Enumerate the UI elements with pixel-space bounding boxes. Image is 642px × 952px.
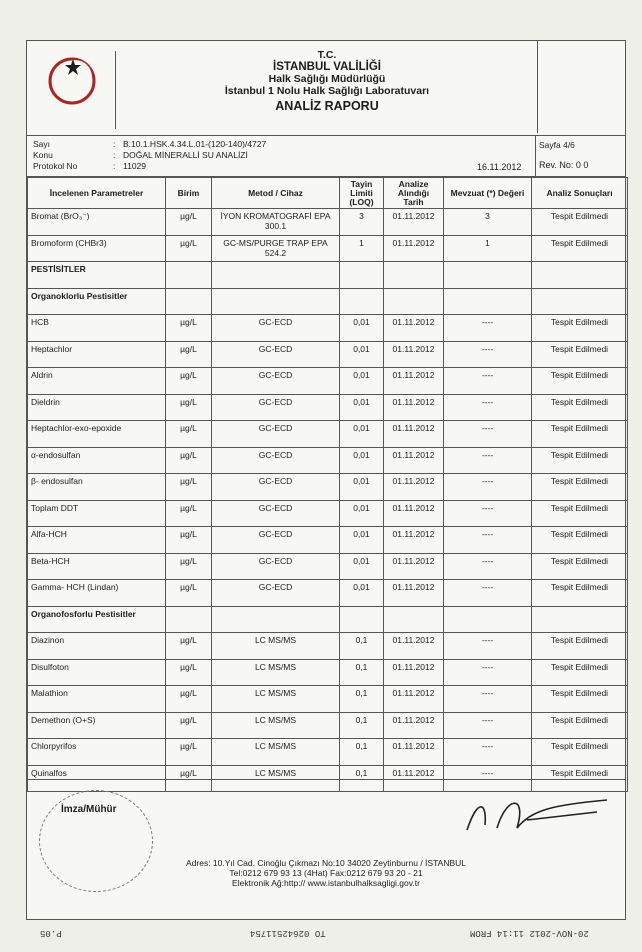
- header-regulation: Mevzuat (*) Değeri: [444, 178, 532, 209]
- header-parameter: İncelenen Parametreler: [28, 178, 166, 209]
- cell-date: [384, 606, 444, 633]
- fax-page: P.05: [40, 928, 62, 938]
- cell-unit: µg/L: [166, 686, 212, 713]
- cell-date: 01.11.2012: [384, 633, 444, 660]
- table-row: [28, 659, 628, 686]
- header-line-1: T.C.: [317, 49, 337, 61]
- report-title: ANALİZ RAPORU: [275, 99, 379, 113]
- cell-result: Tespit Edilmedi: [532, 209, 628, 236]
- cell-regulation: ----: [444, 527, 532, 554]
- table-row: [28, 368, 628, 395]
- cell-regulation: ----: [444, 739, 532, 766]
- header-unit: Birim: [166, 178, 212, 209]
- table-row: [28, 606, 628, 633]
- cell-method: GC-ECD: [212, 553, 340, 580]
- cell-date: 01.11.2012: [384, 474, 444, 501]
- cell-unit: µg/L: [166, 527, 212, 554]
- table-row: [28, 341, 628, 368]
- fax-left: 20-NOV-2012 11:14 FROM: [470, 928, 589, 938]
- crescent-star-icon: [35, 51, 113, 107]
- cell-parameter: Chlorpyrifos: [28, 739, 166, 766]
- cell-date: [384, 288, 444, 315]
- cell-loq: 0,01: [340, 580, 384, 607]
- cell-method: LC MS/MS: [212, 633, 340, 660]
- cell-unit: µg/L: [166, 739, 212, 766]
- cell-result: [532, 606, 628, 633]
- cell-parameter: Beta-HCH: [28, 553, 166, 580]
- cell-parameter: Bromoform (CHBr3): [28, 235, 166, 262]
- cell-result: Tespit Edilmedi: [532, 341, 628, 368]
- cell-loq: [340, 288, 384, 315]
- cell-parameter: HCB: [28, 315, 166, 342]
- cell-result: Tespit Edilmedi: [532, 474, 628, 501]
- analysis-table: [27, 177, 628, 792]
- cell-loq: 0,1: [340, 633, 384, 660]
- cell-method: GC-ECD: [212, 315, 340, 342]
- cell-parameter: Organofosforlu Pestisitler: [28, 606, 166, 633]
- cell-date: 01.11.2012: [384, 235, 444, 262]
- cell-regulation: ----: [444, 633, 532, 660]
- header-method: Metod / Cihaz: [212, 178, 340, 209]
- cell-result: Tespit Edilmedi: [532, 633, 628, 660]
- cell-method: LC MS/MS: [212, 659, 340, 686]
- cell-loq: 0,01: [340, 394, 384, 421]
- page-number: Sayfa 4/6: [539, 140, 575, 150]
- cell-unit: µg/L: [166, 474, 212, 501]
- cell-unit: µg/L: [166, 765, 212, 792]
- protokol-label: Protokol No: [33, 161, 78, 171]
- cell-method: GC-ECD: [212, 368, 340, 395]
- cell-loq: 0,01: [340, 500, 384, 527]
- cell-result: Tespit Edilmedi: [532, 659, 628, 686]
- cell-result: Tespit Edilmedi: [532, 315, 628, 342]
- cell-result: Tespit Edilmedi: [532, 765, 628, 792]
- cell-unit: µg/L: [166, 368, 212, 395]
- sayi-label: Sayı: [33, 139, 51, 149]
- table-row: [28, 421, 628, 448]
- cell-method: [212, 262, 340, 289]
- cell-date: 01.11.2012: [384, 686, 444, 713]
- cell-regulation: [444, 262, 532, 289]
- cell-unit: [166, 606, 212, 633]
- konu-sep: :: [113, 150, 116, 160]
- cell-date: 01.11.2012: [384, 315, 444, 342]
- cell-loq: 0,01: [340, 527, 384, 554]
- report-page: [26, 40, 626, 920]
- signature-label: İmza/Mühür: [61, 804, 117, 815]
- handwritten-signature: [457, 790, 617, 840]
- cell-regulation: ----: [444, 500, 532, 527]
- header-loq: Tayin Limiti (LOQ): [340, 178, 384, 209]
- cell-loq: 0,01: [340, 341, 384, 368]
- cell-unit: µg/L: [166, 421, 212, 448]
- table-row: [28, 262, 628, 289]
- table-row: [28, 209, 628, 236]
- cell-regulation: ----: [444, 474, 532, 501]
- cell-method: GC-ECD: [212, 527, 340, 554]
- report-date: 16.11.2012: [477, 162, 522, 172]
- cell-parameter: PESTİSİTLER: [28, 262, 166, 289]
- cell-parameter: Quinalfos: [28, 765, 166, 792]
- header-line-4: İstanbul 1 Nolu Halk Sağlığı Laboratuvarı: [224, 85, 430, 97]
- cell-regulation: ----: [444, 712, 532, 739]
- cell-date: 01.11.2012: [384, 580, 444, 607]
- cell-regulation: ----: [444, 315, 532, 342]
- cell-loq: 0,01: [340, 368, 384, 395]
- cell-loq: 0,1: [340, 739, 384, 766]
- table-row: [28, 686, 628, 713]
- sayi-row: [33, 139, 266, 149]
- cell-result: Tespit Edilmedi: [532, 553, 628, 580]
- cell-result: Tespit Edilmedi: [532, 739, 628, 766]
- cell-regulation: ----: [444, 659, 532, 686]
- cell-parameter: Disulfoton: [28, 659, 166, 686]
- cell-method: GC-ECD: [212, 341, 340, 368]
- cell-result: Tespit Edilmedi: [532, 368, 628, 395]
- cell-unit: µg/L: [166, 500, 212, 527]
- cell-method: LC MS/MS: [212, 765, 340, 792]
- cell-method: GC-MS/PURGE TRAP EPA 524.2: [212, 235, 340, 262]
- cell-result: Tespit Edilmedi: [532, 686, 628, 713]
- ministry-logo: [35, 51, 116, 129]
- konu-value: DOĞAL MİNERALLİ SU ANALİZİ: [123, 150, 248, 160]
- header-line-3: Halk Sağlığı Müdürlüğü: [268, 73, 386, 85]
- cell-parameter: Diazinon: [28, 633, 166, 660]
- cell-unit: µg/L: [166, 633, 212, 660]
- cell-unit: µg/L: [166, 209, 212, 236]
- table-row: [28, 474, 628, 501]
- revision-number: Rev. No: 0 0: [539, 160, 589, 170]
- cell-method: GC-ECD: [212, 580, 340, 607]
- cell-result: Tespit Edilmedi: [532, 447, 628, 474]
- cell-result: Tespit Edilmedi: [532, 421, 628, 448]
- fax-header: [0, 928, 642, 946]
- cell-regulation: ----: [444, 765, 532, 792]
- cell-unit: µg/L: [166, 341, 212, 368]
- cell-result: Tespit Edilmedi: [532, 580, 628, 607]
- cell-method: İYON KROMATOGRAFİ EPA 300.1: [212, 209, 340, 236]
- cell-date: 01.11.2012: [384, 739, 444, 766]
- cell-unit: µg/L: [166, 447, 212, 474]
- cell-parameter: Heptachlor: [28, 341, 166, 368]
- cell-regulation: ----: [444, 580, 532, 607]
- cell-loq: 0,01: [340, 447, 384, 474]
- cell-parameter: Demethon (O+S): [28, 712, 166, 739]
- cell-date: 01.11.2012: [384, 394, 444, 421]
- cell-loq: 0,1: [340, 765, 384, 792]
- cell-regulation: ----: [444, 341, 532, 368]
- table-row: [28, 500, 628, 527]
- cell-parameter: Malathion: [28, 686, 166, 713]
- cell-parameter: Alfa-HCH: [28, 527, 166, 554]
- cell-date: 01.11.2012: [384, 421, 444, 448]
- cell-parameter: Dieldrin: [28, 394, 166, 421]
- cell-result: [532, 262, 628, 289]
- cell-method: GC-ECD: [212, 447, 340, 474]
- table-row: [28, 739, 628, 766]
- cell-unit: µg/L: [166, 659, 212, 686]
- cell-result: Tespit Edilmedi: [532, 235, 628, 262]
- cell-parameter: β- endosulfan: [28, 474, 166, 501]
- table-row: [28, 712, 628, 739]
- header-line-2: İSTANBUL VALİLİĞİ: [273, 61, 381, 73]
- cell-parameter: Bromat (BrO₃⁻): [28, 209, 166, 236]
- cell-method: [212, 288, 340, 315]
- table-row: [28, 288, 628, 315]
- cell-regulation: [444, 606, 532, 633]
- header-date: Analize Alındığı Tarih: [384, 178, 444, 209]
- cell-loq: 0,01: [340, 474, 384, 501]
- cell-date: 01.11.2012: [384, 553, 444, 580]
- cell-unit: µg/L: [166, 712, 212, 739]
- protokol-value: 11029: [123, 161, 147, 171]
- cell-unit: [166, 262, 212, 289]
- cell-date: 01.11.2012: [384, 659, 444, 686]
- cell-loq: 0,01: [340, 315, 384, 342]
- cell-result: [532, 288, 628, 315]
- cell-regulation: 3: [444, 209, 532, 236]
- cell-regulation: ----: [444, 686, 532, 713]
- cell-unit: µg/L: [166, 580, 212, 607]
- cell-regulation: ----: [444, 368, 532, 395]
- cell-parameter: Gamma- HCH (Lindan): [28, 580, 166, 607]
- fax-mid: TO 02642511754: [250, 928, 326, 938]
- protokol-row: [33, 161, 146, 171]
- cell-method: GC-ECD: [212, 421, 340, 448]
- cell-date: 01.11.2012: [384, 368, 444, 395]
- footer-address: [27, 858, 625, 888]
- table-row: [28, 553, 628, 580]
- header-right-box: [537, 41, 628, 133]
- cell-loq: 3: [340, 209, 384, 236]
- cell-result: Tespit Edilmedi: [532, 527, 628, 554]
- cell-method: LC MS/MS: [212, 739, 340, 766]
- cell-unit: µg/L: [166, 315, 212, 342]
- cell-regulation: [444, 288, 532, 315]
- cell-method: GC-ECD: [212, 500, 340, 527]
- cell-parameter: Organoklorlu Pestisitler: [28, 288, 166, 315]
- cell-date: 01.11.2012: [384, 712, 444, 739]
- cell-unit: µg/L: [166, 553, 212, 580]
- cell-date: [384, 262, 444, 289]
- info-divider: [535, 136, 536, 176]
- cell-unit: µg/L: [166, 394, 212, 421]
- cell-parameter: Aldrin: [28, 368, 166, 395]
- cell-loq: 1: [340, 235, 384, 262]
- cell-method: LC MS/MS: [212, 712, 340, 739]
- table-row: [28, 527, 628, 554]
- cell-result: Tespit Edilmedi: [532, 712, 628, 739]
- table-row: [28, 235, 628, 262]
- address-line-2: Tel:0212 679 93 13 (4Hat) Fax:0212 679 93 20 - 21: [229, 868, 423, 878]
- table-header-row: [28, 178, 628, 209]
- sayi-sep: :: [113, 139, 116, 149]
- cell-loq: 0,1: [340, 659, 384, 686]
- cell-regulation: ----: [444, 553, 532, 580]
- cell-loq: 0,1: [340, 712, 384, 739]
- table-row: [28, 315, 628, 342]
- address-line-3: Elektronik Ağ:http:// www.istanbulhalksagligi.gov.tr: [232, 878, 420, 888]
- report-footer: [27, 779, 625, 922]
- header-result: Analiz Sonuçları: [532, 178, 628, 209]
- cell-unit: [166, 288, 212, 315]
- cell-loq: [340, 606, 384, 633]
- konu-row: [33, 150, 248, 160]
- cell-method: GC-ECD: [212, 474, 340, 501]
- cell-parameter: Toplam DDT: [28, 500, 166, 527]
- cell-date: 01.11.2012: [384, 209, 444, 236]
- table-row: [28, 394, 628, 421]
- cell-date: 01.11.2012: [384, 765, 444, 792]
- cell-regulation: 1: [444, 235, 532, 262]
- cell-loq: [340, 262, 384, 289]
- cell-loq: 0,1: [340, 686, 384, 713]
- report-info: [27, 135, 625, 177]
- sayi-value: B.10.1.HSK.4.34.L.01-(120-140)/4727: [123, 139, 267, 149]
- cell-regulation: ----: [444, 394, 532, 421]
- cell-date: 01.11.2012: [384, 341, 444, 368]
- report-header: [27, 41, 625, 133]
- cell-method: [212, 606, 340, 633]
- cell-regulation: ----: [444, 447, 532, 474]
- table-row: [28, 633, 628, 660]
- address-line-1: Adres: 10.Yıl Cad. Cinoğlu Çıkmazı No:10 34020 Zeytinburnu / İSTANBUL: [185, 858, 466, 868]
- cell-method: LC MS/MS: [212, 686, 340, 713]
- cell-date: 01.11.2012: [384, 527, 444, 554]
- cell-regulation: ----: [444, 421, 532, 448]
- cell-parameter: Heptachlor-exo-epoxide: [28, 421, 166, 448]
- cell-loq: 0,01: [340, 553, 384, 580]
- cell-date: 01.11.2012: [384, 500, 444, 527]
- table-row: [28, 447, 628, 474]
- cell-result: Tespit Edilmedi: [532, 500, 628, 527]
- cell-method: GC-ECD: [212, 394, 340, 421]
- cell-date: 01.11.2012: [384, 447, 444, 474]
- konu-label: Konu: [33, 150, 53, 160]
- cell-loq: 0,01: [340, 421, 384, 448]
- cell-result: Tespit Edilmedi: [532, 394, 628, 421]
- table-row: [28, 580, 628, 607]
- cell-unit: µg/L: [166, 235, 212, 262]
- header-titles: [117, 49, 537, 114]
- protokol-sep: :: [113, 161, 116, 171]
- cell-parameter: α-endosulfan: [28, 447, 166, 474]
